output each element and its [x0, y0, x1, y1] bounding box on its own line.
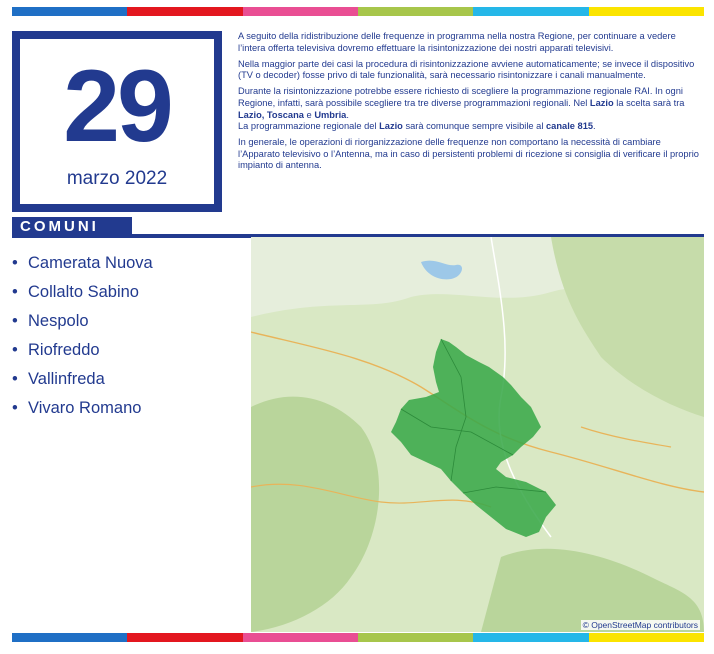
top-color-stripe	[12, 7, 704, 16]
date-box	[12, 31, 222, 212]
info-paragraph-2: Nella maggior parte dei casi la procedura di risintonizzazione avviene automaticamente; se invece il dispositivo (TV o decoder) fosse privo di tale funzionalità, sarà necessario risintonizzare i canali manualmente.	[238, 58, 695, 81]
list-item: • Vallinfreda	[12, 370, 105, 388]
list-item: • Nespolo	[12, 312, 89, 330]
list-item: • Camerata Nuova	[12, 254, 153, 272]
info-paragraph-1: A seguito della ridistribuzione delle frequenze in programma nella nostra Regione, per continuare a vedere l’intera offerta televisiva dovremo effettuare la risintonizzazione dei nostri apparati televisivi.	[238, 31, 676, 53]
info-paragraph-3: Durante la risintonizzazione potrebbe essere richiesto di scegliere la programmazione regionale RAI. In ogni Regione, infatti, sarà possibile scegliere tra tre diverse programmazioni regionali. Nel Lazio la scelta sarà tra Lazio, Toscana e Umbria. La programmazione regionale del Lazio sarà comunque sempre visibile al canale 815.	[238, 86, 685, 132]
info-paragraph-4: In generale, le operazioni di riorganizzazione delle frequenze non comportano la necessità di cambiare l’Apparato televisivo o l’Antenna, ma in caso di persistenti problemi di ricezione si consiglia di verificare il proprio impianto di antenna.	[238, 137, 699, 171]
bottom-color-stripe	[12, 633, 704, 642]
comuni-label: COMUNI	[12, 217, 132, 237]
comuni-header	[12, 217, 704, 239]
date-month-year: marzo 2022	[66, 168, 168, 189]
map-attribution[interactable]: © OpenStreetMap contributors	[582, 620, 698, 630]
area-map[interactable]	[251, 237, 704, 632]
list-item: • Collalto Sabino	[12, 283, 139, 301]
map-canvas	[251, 237, 704, 632]
list-item: • Riofreddo	[12, 341, 100, 359]
date-day: 29	[63, 49, 171, 163]
list-item: • Vivaro Romano	[12, 399, 142, 417]
info-text	[238, 31, 702, 177]
comuni-list	[12, 252, 153, 426]
